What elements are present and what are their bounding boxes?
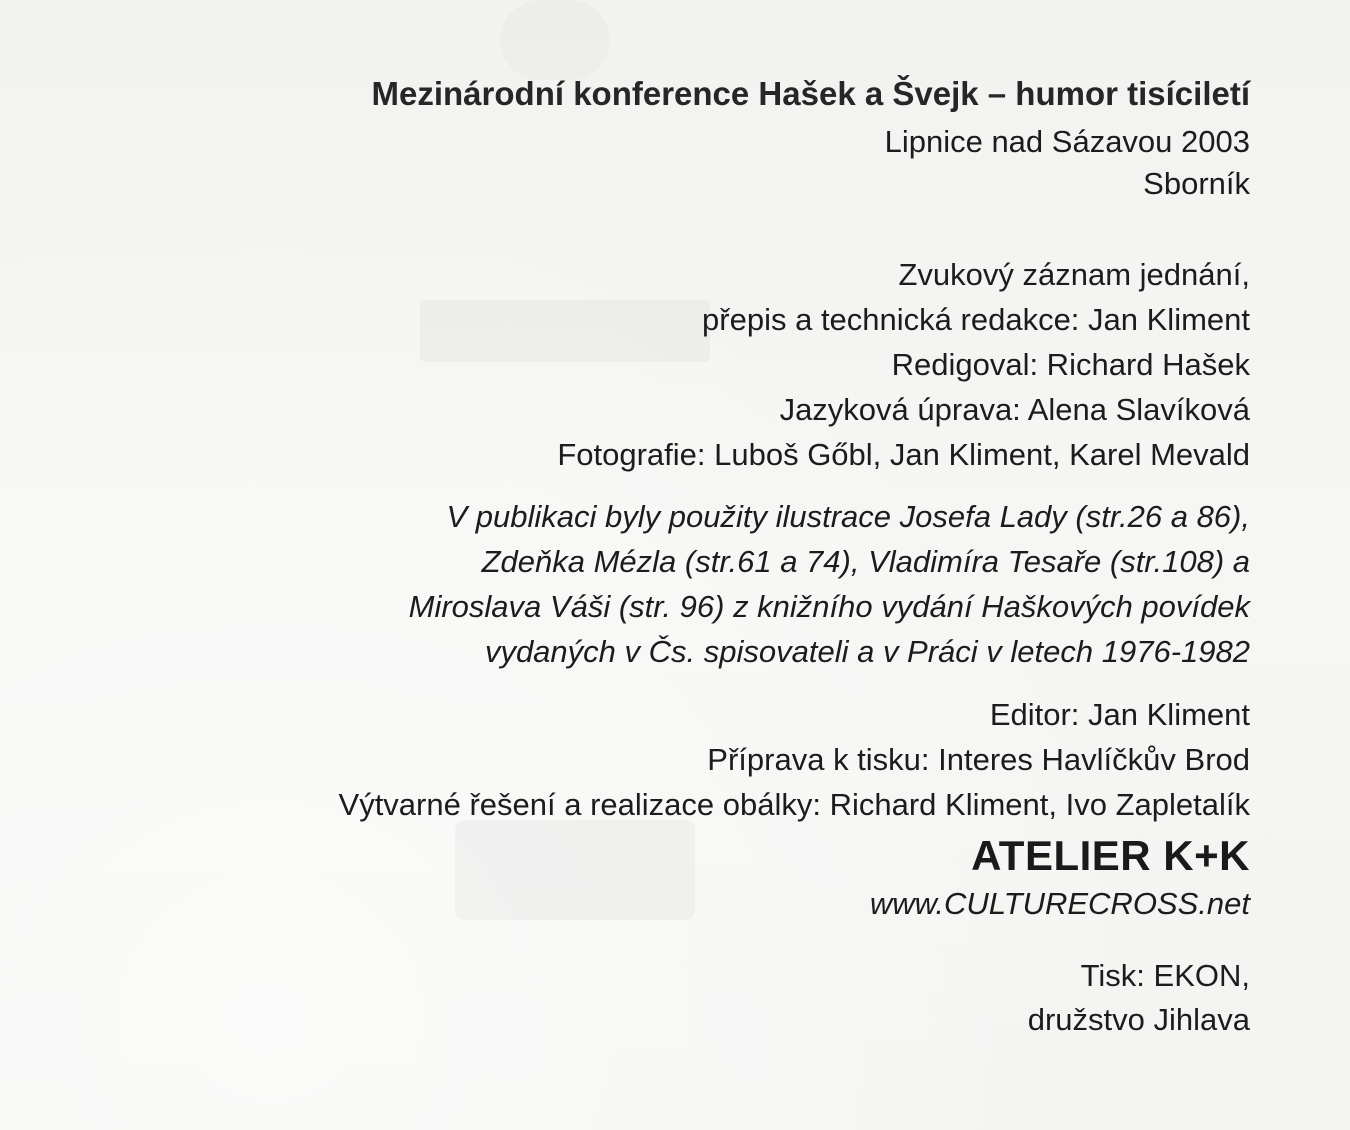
printer-line: družstvo Jihlava bbox=[1027, 1002, 1250, 1037]
show-through-mark bbox=[500, 0, 610, 80]
conference-title: Mezinárodní konference Hašek a Švejk – humor tisíciletí bbox=[371, 75, 1250, 112]
credit-line: Zvukový záznam jednání, bbox=[898, 257, 1250, 292]
production-line: Výtvarné řešení a realizace obálky: Richard Kliment, Ivo Zapletalík bbox=[338, 787, 1250, 822]
place-year: Lipnice nad Sázavou 2003 bbox=[884, 124, 1250, 159]
publication-type: Sborník bbox=[1143, 166, 1250, 201]
note-line: vydaných v Čs. spisovateli a v Práci v letech 1976-1982 bbox=[484, 634, 1250, 669]
credit-line: Jazyková úprava: Alena Slavíková bbox=[779, 392, 1250, 427]
studio-name: ATELIER K+K bbox=[971, 832, 1250, 879]
credit-line: Fotografie: Luboš Gőbl, Jan Kliment, Karel Mevald bbox=[557, 437, 1250, 472]
note-line: V publikaci byly použity ilustrace Josefa Lady (str.26 a 86), bbox=[446, 499, 1250, 534]
printer-line: Tisk: EKON, bbox=[1080, 958, 1250, 993]
illustration-note bbox=[409, 494, 1250, 674]
credits-block bbox=[557, 252, 1250, 477]
studio-url[interactable]: www.CULTURECROSS.net bbox=[869, 886, 1250, 921]
credit-line: přepis a technická redakce: Jan Kliment bbox=[702, 302, 1250, 337]
show-through-mark bbox=[455, 820, 695, 920]
printer-block bbox=[1028, 954, 1250, 1042]
production-line: Příprava k tisku: Interes Havlíčkův Brod bbox=[707, 742, 1250, 777]
credit-line: Redigoval: Richard Hašek bbox=[891, 347, 1250, 382]
note-line: Zdeňka Mézla (str.61 a 74), Vladimíra Tesaře (str.108) a bbox=[481, 544, 1250, 579]
note-line: Miroslava Váši (str. 96) z knižního vydání Haškových povídek bbox=[408, 589, 1250, 624]
production-block bbox=[339, 692, 1250, 827]
publication-info bbox=[885, 121, 1250, 205]
production-line: Editor: Jan Kliment bbox=[989, 697, 1250, 732]
